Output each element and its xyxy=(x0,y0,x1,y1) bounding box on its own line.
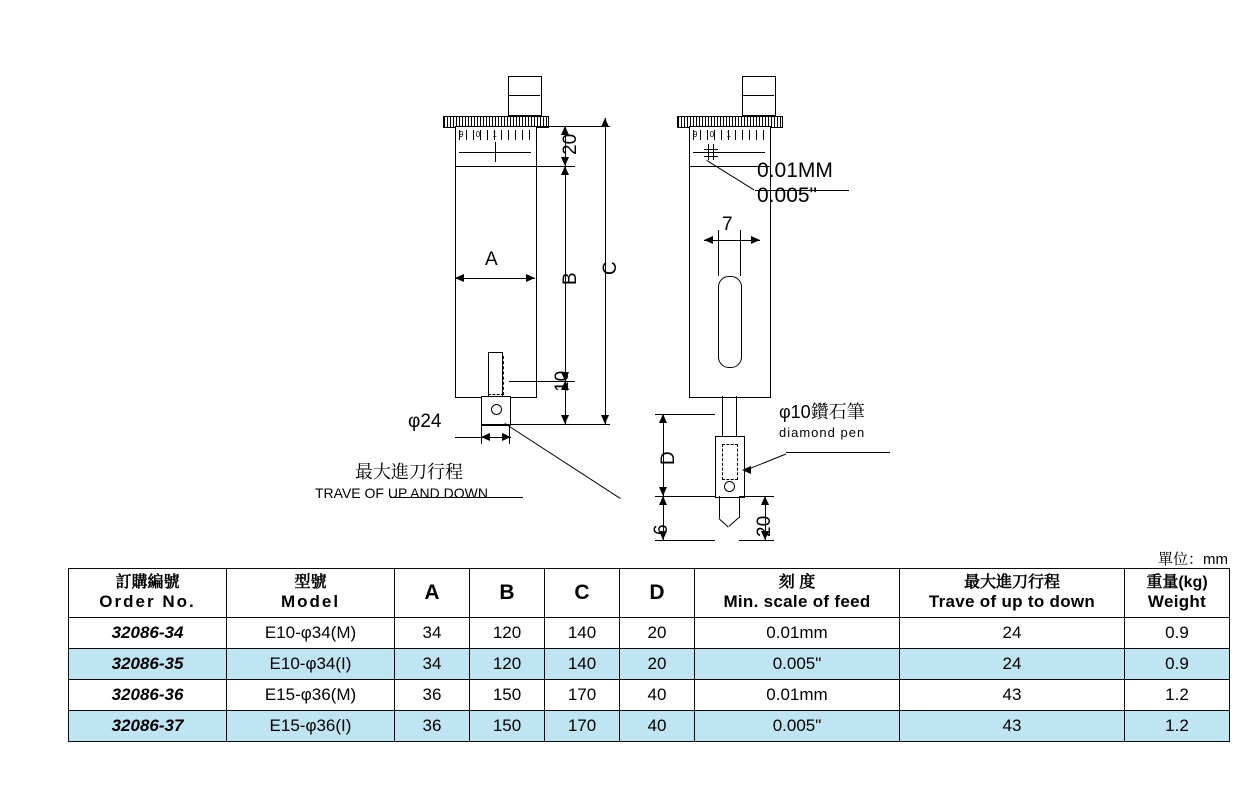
table-row xyxy=(69,648,1230,679)
cell-model: E15-φ36(M) xyxy=(227,679,395,710)
dim-d-label: D xyxy=(658,451,679,465)
dim-b-label: B xyxy=(560,272,581,285)
left-view-top-cap xyxy=(508,76,542,116)
header-order-no: 訂購編號 Order No. xyxy=(69,569,227,618)
dim-7-label: 7 xyxy=(722,214,733,235)
cell-b: 150 xyxy=(470,679,545,710)
cell-model: E10-φ34(I) xyxy=(227,648,395,679)
dim-6-label: 6 xyxy=(651,524,672,535)
cell-model: E15-φ36(I) xyxy=(227,710,395,741)
cell-b: 150 xyxy=(470,710,545,741)
header-min-scale: 刻 度 Min. scale of feed xyxy=(695,569,900,618)
cell-d: 40 xyxy=(620,710,695,741)
diamond-pen-leader xyxy=(745,454,786,472)
travel-leader-line xyxy=(504,423,620,499)
cell-c: 170 xyxy=(545,710,620,741)
right-view-top-cap xyxy=(742,76,776,116)
diamond-pen-en: diamond pen xyxy=(779,425,866,440)
cell-c: 140 xyxy=(545,617,620,648)
cell-scale: 0.005" xyxy=(695,648,900,679)
cell-d: 20 xyxy=(620,648,695,679)
cell-order-no: 32086-36 xyxy=(69,679,227,710)
table-row xyxy=(69,679,1230,710)
cell-scale: 0.005" xyxy=(695,710,900,741)
dim-a-label: A xyxy=(485,249,498,270)
cell-travel: 24 xyxy=(900,617,1125,648)
header-weight: 重量(kg) Weight xyxy=(1125,569,1230,618)
header-a: A xyxy=(395,569,470,618)
cell-model: E10-φ34(M) xyxy=(227,617,395,648)
header-b: B xyxy=(470,569,545,618)
scale-metric-label: 0.01MM xyxy=(757,159,833,182)
cell-b: 120 xyxy=(470,617,545,648)
header-c: C xyxy=(545,569,620,618)
dim-20-top-label: 20 xyxy=(560,133,581,155)
cell-travel: 43 xyxy=(900,710,1125,741)
cell-order-no: 32086-35 xyxy=(69,648,227,679)
header-d: D xyxy=(620,569,695,618)
table-header-row xyxy=(69,569,1230,618)
right-view-slot xyxy=(718,276,742,368)
cell-d: 40 xyxy=(620,679,695,710)
dim-10-label: 10 xyxy=(552,370,573,392)
table-body xyxy=(69,617,1230,741)
cell-a: 36 xyxy=(395,679,470,710)
dim-a-line xyxy=(455,278,535,279)
cell-c: 170 xyxy=(545,679,620,710)
dim-c-label: C xyxy=(600,261,621,275)
cell-travel: 24 xyxy=(900,648,1125,679)
cell-weight: 0.9 xyxy=(1125,617,1230,648)
table-row xyxy=(69,710,1230,741)
cell-weight: 0.9 xyxy=(1125,648,1230,679)
dim-20-bottom-label: 20 xyxy=(754,515,775,537)
cell-a: 36 xyxy=(395,710,470,741)
cell-a: 34 xyxy=(395,648,470,679)
technical-drawing-page: 9 0 1 A 20 B 10 C φ24 最大進刀行程 TRAVE OF UP AND DOWN 9 0 1 0.01MM 0.005" 7 φ10鑽石筆 diamond pen D 6 20 單位：mm 訂購編號 Order No. 型號 Model A B C D 刻 度 Min. scale of feed 最大進刀行程 Trave of up to down 重量(kg) Weight 32086-34 E10-φ34(M) 34 120 140 20 0.01mm 24 0.9 32086-35 E10-φ34(I) 34 120 140 20 0.005" 24 0.9 32086-36 E15-φ36(M) 36 150 170 40 0.01mm 43 1.2 32086-37 E15-φ36(I) 36 150 170 40 0.005" 43 1.2 xyxy=(0,0,1240,804)
cell-b: 120 xyxy=(470,648,545,679)
cell-scale: 0.01mm xyxy=(695,679,900,710)
cell-order-no: 32086-34 xyxy=(69,617,227,648)
spec-table xyxy=(68,568,1230,742)
travel-note-en: TRAVE OF UP AND DOWN xyxy=(315,485,488,501)
cell-scale: 0.01mm xyxy=(695,617,900,648)
cell-travel: 43 xyxy=(900,679,1125,710)
cell-c: 140 xyxy=(545,648,620,679)
travel-note-cn: 最大進刀行程 xyxy=(355,462,463,482)
cell-order-no: 32086-37 xyxy=(69,710,227,741)
unit-note: 單位：mm xyxy=(1158,551,1228,568)
header-model: 型號 Model xyxy=(227,569,395,618)
table-row xyxy=(69,617,1230,648)
cell-a: 34 xyxy=(395,617,470,648)
header-travel: 最大進刀行程 Trave of up to down xyxy=(900,569,1125,618)
cell-weight: 1.2 xyxy=(1125,679,1230,710)
cell-weight: 1.2 xyxy=(1125,710,1230,741)
diamond-pen-cn: φ10鑽石筆 xyxy=(779,402,865,422)
scale-inch-label: 0.005" xyxy=(757,184,818,207)
dim-phi24-label: φ24 xyxy=(408,411,442,432)
cell-d: 20 xyxy=(620,617,695,648)
